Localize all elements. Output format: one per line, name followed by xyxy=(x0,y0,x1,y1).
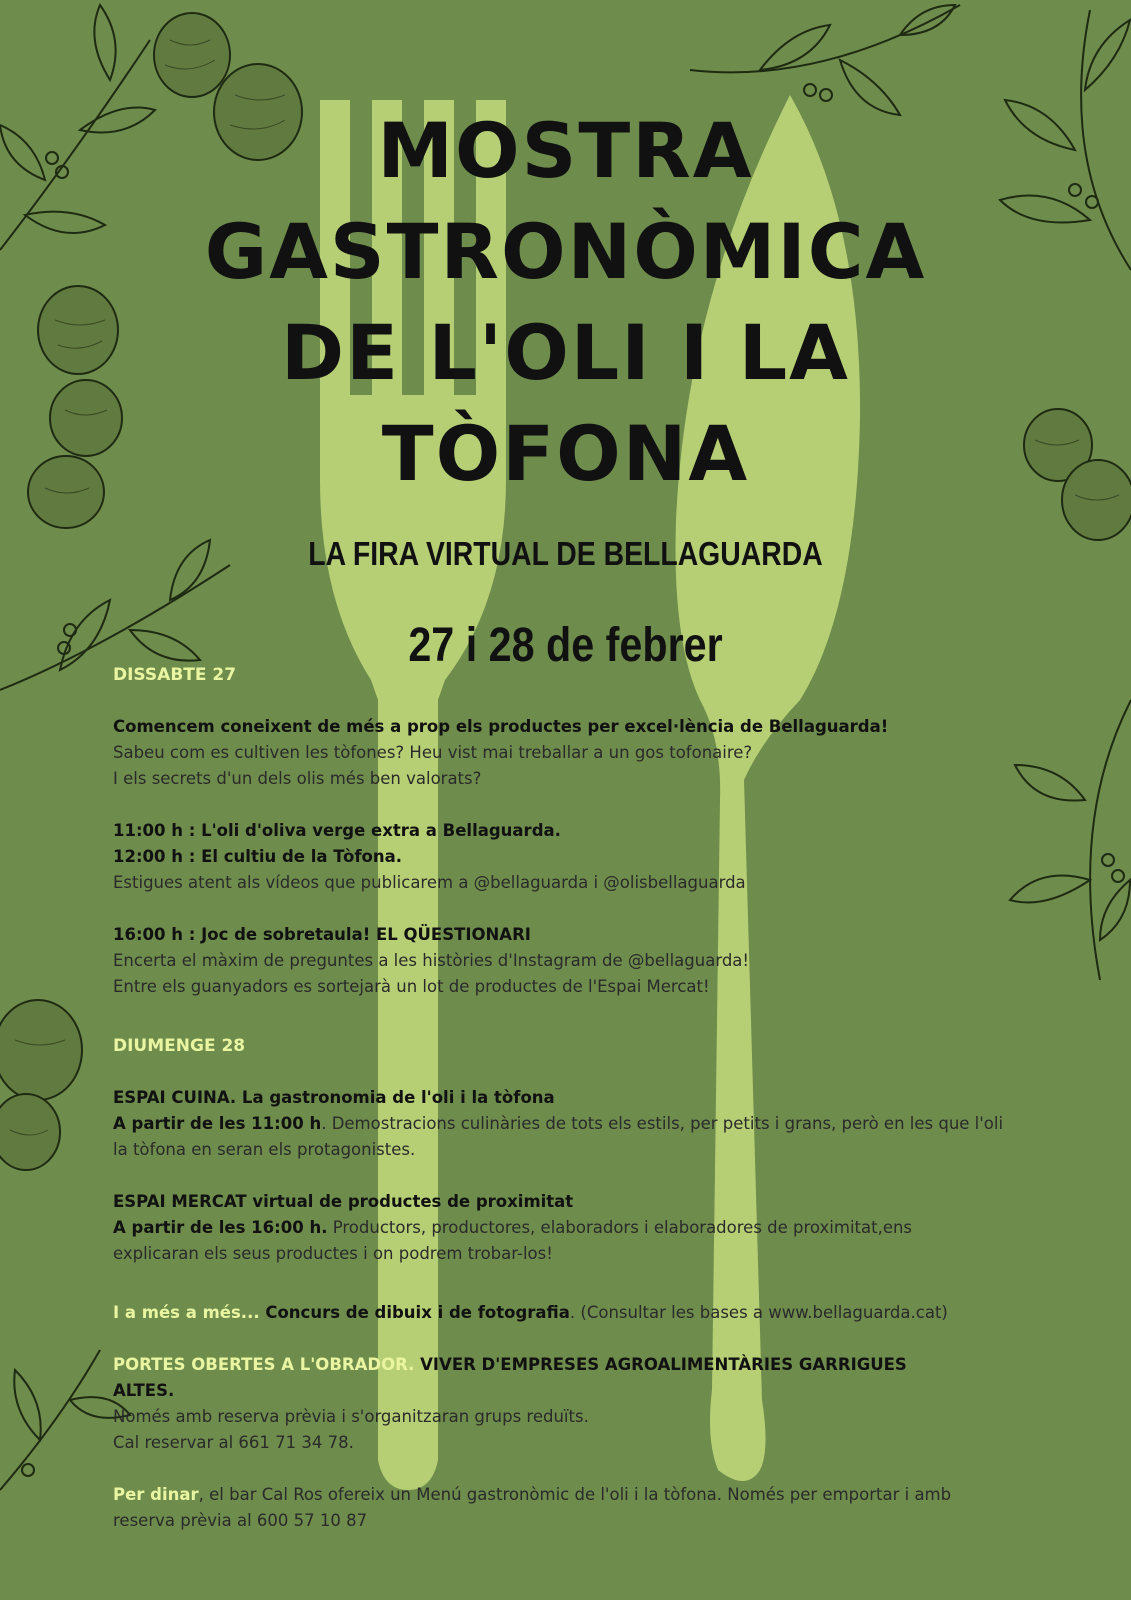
saturday-intro-line: Sabeu com es cultiven les tòfones? Heu vist mai treballar a un gos tofonaire? xyxy=(113,743,753,762)
extra-lead: I a més a més... xyxy=(113,1303,260,1322)
open-doors-phone: Cal reservar al 661 71 34 78. xyxy=(113,1433,354,1452)
lunch-info xyxy=(113,1482,1043,1508)
title-line: GASTRONÒMICA xyxy=(204,207,927,296)
saturday-event-truffle: 12:00 h : El cultiu de la Tòfona. xyxy=(113,847,402,866)
saturday-quiz-line: Encerta el màxim de preguntes a les històries d'Instagram de @bellaguarda! xyxy=(113,951,750,970)
saturday-heading: DISSABTE 27 xyxy=(113,665,237,685)
sunday-heading: DIUMENGE 28 xyxy=(113,1036,246,1056)
event-dates: 27 i 28 de febrer xyxy=(408,619,723,672)
open-doors-title xyxy=(113,1352,1043,1378)
lunch-phone: reserva prèvia al 600 57 10 87 xyxy=(113,1511,368,1530)
saturday-quiz-title: 16:00 h : Joc de sobretaula! EL QÜESTIONARI xyxy=(113,925,531,944)
open-doors-lead: PORTES OBERTES A L'OBRADOR. xyxy=(113,1355,415,1374)
sunday-mercat-title: ESPAI MERCAT virtual de productes de proximitat xyxy=(113,1192,574,1211)
saturday-quiz-line: Entre els guanyadors es sortejarà un lot de productes de l'Espai Mercat! xyxy=(113,977,710,996)
lunch-lead: Per dinar xyxy=(113,1485,199,1504)
open-doors-line: Només amb reserva prèvia i s'organitzaran grups reduïts. xyxy=(113,1407,589,1426)
poster-subtitle: LA FIRA VIRTUAL DE BELLAGUARDA xyxy=(308,535,823,572)
open-doors-name: VIVER D'EMPRESES AGROALIMENTÀRIES GARRIGUES xyxy=(414,1355,907,1374)
saturday-event-oil: 11:00 h : L'oli d'oliva verge extra a Bellaguarda. xyxy=(113,821,561,840)
saturday-event-note: Estigues atent als vídeos que publicarem a @bellaguarda i @olisbellaguarda xyxy=(113,873,746,892)
olive-branch-icon xyxy=(0,1350,130,1490)
sunday-cuina-text: la tòfona en seran els protagonistes. xyxy=(113,1140,416,1159)
contest-title: Concurs de dibuix i de fotografia xyxy=(259,1303,570,1322)
open-doors-name-cont: ALTES. xyxy=(113,1381,175,1400)
sunday-mercat-text: explicaran els seus productes i on podrem trobar-los! xyxy=(113,1244,553,1263)
sunday-mercat-desc xyxy=(113,1215,1043,1241)
title-line: DE L'OLI I LA xyxy=(281,308,850,397)
sunday-cuina-time: A partir de les 11:00 h xyxy=(113,1114,322,1133)
sunday-mercat-time: A partir de les 16:00 h. xyxy=(113,1218,328,1237)
sunday-mercat-text: Productors, productores, elaboradors i elaboradores de proximitat,ens xyxy=(327,1218,913,1237)
contest-note: . (Consultar les bases a www.bellaguarda.cat) xyxy=(569,1303,948,1322)
olive-branch-icon xyxy=(690,5,960,115)
sunday-cuina-desc xyxy=(113,1111,1043,1137)
saturday-intro-line: I els secrets d'un dels olis més ben valorats? xyxy=(113,769,482,788)
saturday-intro-title: Comencem coneixent de més a prop els productes per excel·lència de Bellaguarda! xyxy=(113,717,889,736)
lunch-text: , el bar Cal Ros ofereix un Menú gastronòmic de l'oli i la tòfona. Només per emportar i amb xyxy=(198,1485,952,1504)
title-line: TÒFONA xyxy=(381,409,750,498)
sunday-cuina-text: . Demostracions culinàries de tots els estils, per petits i grans, però en les que l'oli xyxy=(321,1114,1004,1133)
program-content xyxy=(113,662,1043,1534)
extra-contest xyxy=(113,1300,1043,1326)
sunday-cuina-title: ESPAI CUINA. La gastronomia de l'oli i la tòfona xyxy=(113,1088,555,1107)
title-line: MOSTRA xyxy=(377,106,754,195)
poster-title xyxy=(0,100,1131,504)
